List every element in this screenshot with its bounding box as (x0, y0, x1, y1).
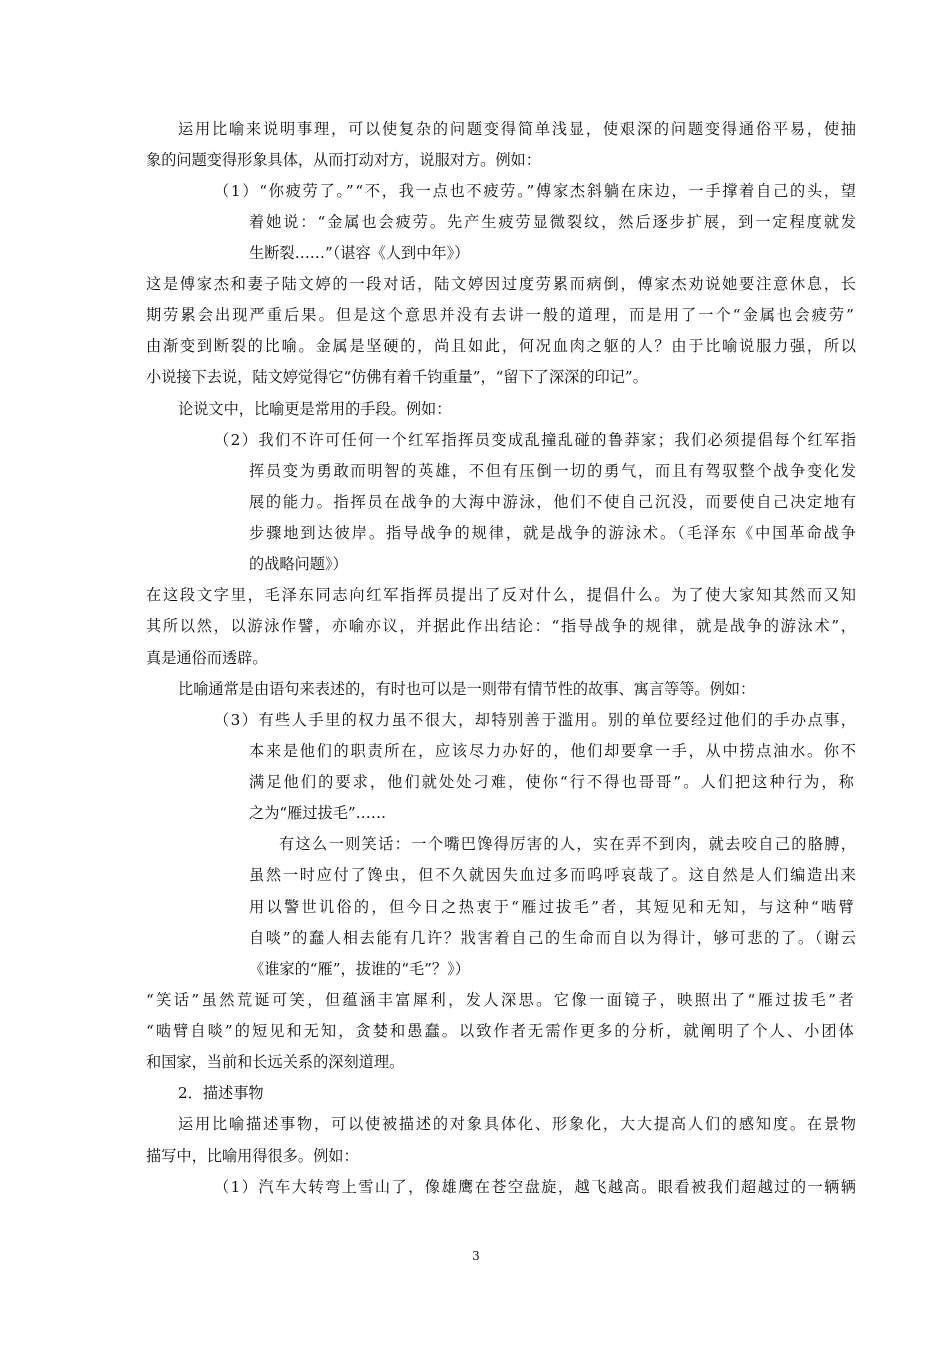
example-line: （1）“你疲劳了。”“不，我一点也不疲劳。”傅家杰斜躺在床边，一手撑着自己的头，望 (214, 182, 858, 200)
paragraph-line: 象的问题变得形象具体，从而打动对方，说服对方。例如： (146, 151, 541, 169)
example-line: 虽然一时应付了馋虫，但不久就因失血过多而呜呼哀哉了。这自然是人们编造出来 (249, 866, 858, 884)
paragraph-line: “啮臂自啖”的短见和无知，贪婪和愚蠢。以致作者无需作更多的分析，就阐明了个人、小团体 (146, 1022, 856, 1040)
paragraph-line: 在这段文字里，毛泽东同志向红军指挥员提出了反对什么，提倡什么。为了使大家知其然而又知 (146, 586, 858, 604)
example-line: 用以警世讥俗的，但今日之热衷于“雁过拔毛”者，其短见和无知，与这种“啮臂 (249, 898, 856, 916)
example-line: 着她说：“金属也会疲劳。先产生疲劳显微裂纹，然后逐步扩展，到一定程度就发 (249, 213, 858, 231)
example-line: 展的能力。指挥员在战争的大海中游泳，他们不使自己沉没，而要使自己决定地有 (249, 493, 858, 511)
example-line: 挥员变为勇敢而明智的英雄，不但有压倒一切的勇气，而且有驾驭整个战争变化发 (249, 462, 858, 480)
paragraph-line: 由渐变到断裂的比喻。金属是坚硬的，尚且如此，何况血肉之躯的人？由于比喻说服力强，所以 (146, 337, 858, 355)
example-line: （1）汽车大转弯上雪山了，像雄鹰在苍空盘旋，越飞越高。眼看被我们超越过的一辆辆 (214, 1178, 858, 1196)
example-line: 的战略问题》） (249, 555, 348, 573)
example-line: 本来是他们的职责所在，应该尽力办好的，他们却要拿一手，从中捞点油水。你不 (249, 742, 858, 760)
example-line: 自啖”的蠢人相去能有几许？戕害着自己的生命而自以为得计，够可悲的了。（谢云 (249, 929, 858, 947)
paragraph-line: 运用比喻描述事物，可以使被描述的对象具体化、形象化，大大提高人们的感知度。在景物 (178, 1115, 858, 1133)
example-line: 之为“雁过拔毛”…… (249, 804, 387, 822)
example-line: （3）有些人手里的权力虽不很大，却特别善于滥用。别的单位要经过他们的手办点事， (214, 711, 858, 729)
paragraph-line: 期劳累会出现严重后果。但是这个意思并没有去讲一般的道理，而是用了一个“金属也会疲劳” (146, 306, 856, 324)
paragraph-line: 这是傅家杰和妻子陆文婷的一段对话，陆文婷因过度劳累而病倒，傅家杰劝说她要注意休息，长 (146, 275, 858, 293)
example-line: 满足他们的要求，他们就处处刁难，使你“行不得也哥哥”。人们把这种行为，称 (249, 773, 856, 791)
paragraph-line: 真是通俗而透辟。 (146, 649, 268, 667)
example-line: 步骤地到达彼岸。指导战争的规律，就是战争的游泳术。（毛泽东《中国革命战争 (249, 524, 858, 542)
paragraph-line: 比喻通常是由语句来表述的，有时也可以是一则带有情节性的故事、寓言等等。例如： (178, 680, 756, 698)
example-line: （2）我们不许可任何一个红军指挥员变成乱撞乱碰的鲁莽家；我们必须提倡每个红军指 (214, 431, 858, 449)
example-line: 有这么一则笑话：一个嘴巴馋得厉害的人，实在弄不到肉，就去咬自己的胳膊， (279, 835, 858, 853)
paragraph-line: 描写中，比喻用得很多。例如： (146, 1147, 359, 1165)
page-number: 3 (472, 1249, 480, 1263)
paragraph-line: 运用比喻来说明事理，可以使复杂的问题变得简单浅显，使艰深的问题变得通俗平易，使抽 (178, 120, 858, 138)
example-line: 生断裂……”（谌容《人到中年》） (249, 244, 470, 262)
paragraph-line: 小说接下去说，陆文婷觉得它“仿佛有着千钧重量”，“留下了深深的印记”。 (146, 368, 648, 386)
paragraph-line: 和国家，当前和长远关系的深刻道理。 (146, 1053, 405, 1071)
paragraph-line: 其所以然，以游泳作譬，亦喻亦议，并据此作出结论：“指导战争的规律，就是战争的游泳术”， (146, 617, 858, 635)
example-line: 《谁家的“雁”，拔谁的“毛”？》） (249, 960, 470, 978)
paragraph-line: “笑话”虽然荒诞可笑，但蕴涵丰富犀利，发人深思。它像一面镜子，映照出了“雁过拔毛”者 (146, 991, 856, 1009)
paragraph-line: 论说文中，比喻更是常用的手段。例如： (178, 400, 452, 418)
section-heading: 2．描述事物 (178, 1084, 264, 1102)
